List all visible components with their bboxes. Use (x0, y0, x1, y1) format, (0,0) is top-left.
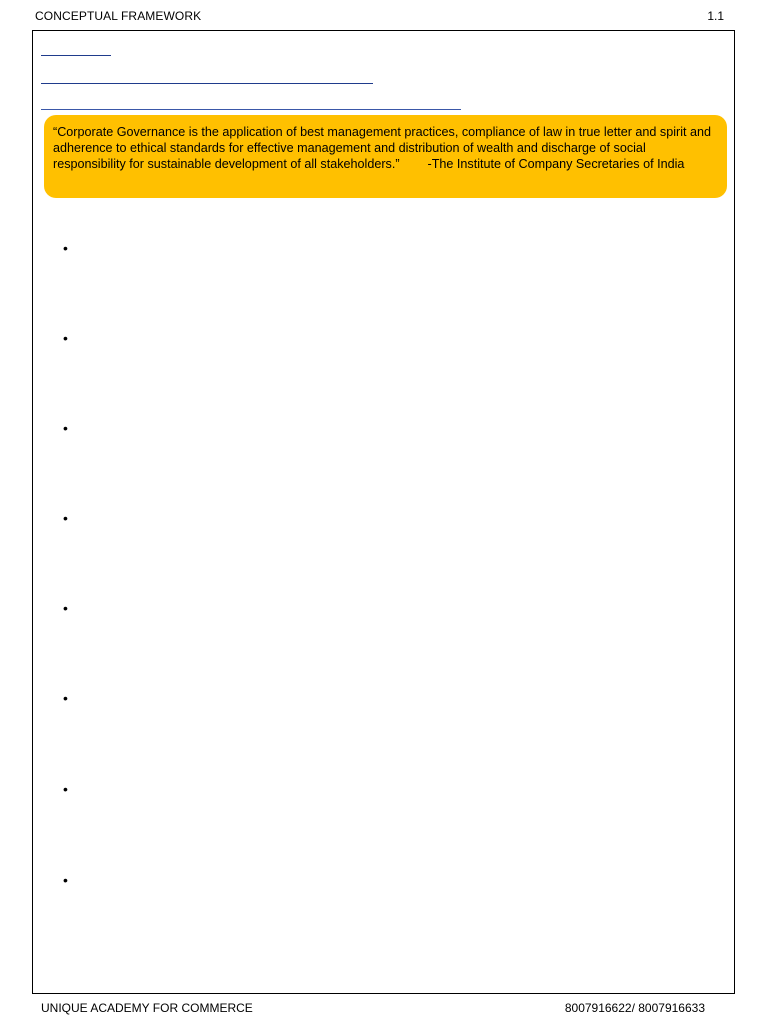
definition-quote-box (44, 115, 727, 198)
footer-phone-numbers: 8007916622/ 8007916633 (564, 1001, 705, 1015)
bullet-point: • (63, 872, 68, 888)
bullet-point: • (63, 510, 68, 526)
blank-underline-medium (41, 83, 373, 84)
bullet-point: • (63, 420, 68, 436)
quote-attribution: -The Institute of Company Secretaries of India (427, 157, 685, 171)
bullet-point: • (63, 600, 68, 616)
bullet-point: • (63, 330, 68, 346)
bullet-point: • (63, 240, 68, 256)
bullet-point: • (63, 781, 68, 797)
bullet-point: • (63, 690, 68, 706)
header-title: CONCEPTUAL FRAMEWORK (35, 9, 202, 23)
blank-underline-short (41, 55, 111, 56)
footer-academy-name: UNIQUE ACADEMY FOR COMMERCE (41, 1001, 253, 1015)
page-number: 1.1 (707, 9, 724, 23)
blank-underline-long (41, 109, 461, 110)
page-frame (32, 30, 735, 994)
quote-text: “Corporate Governance is the application of best management practices, compliance of law in true letter and spirit and adherence to ethical standards for effective management and distribution of wealth and discharge of social responsibility for sustainable development of all stakeholders.” (53, 125, 712, 171)
